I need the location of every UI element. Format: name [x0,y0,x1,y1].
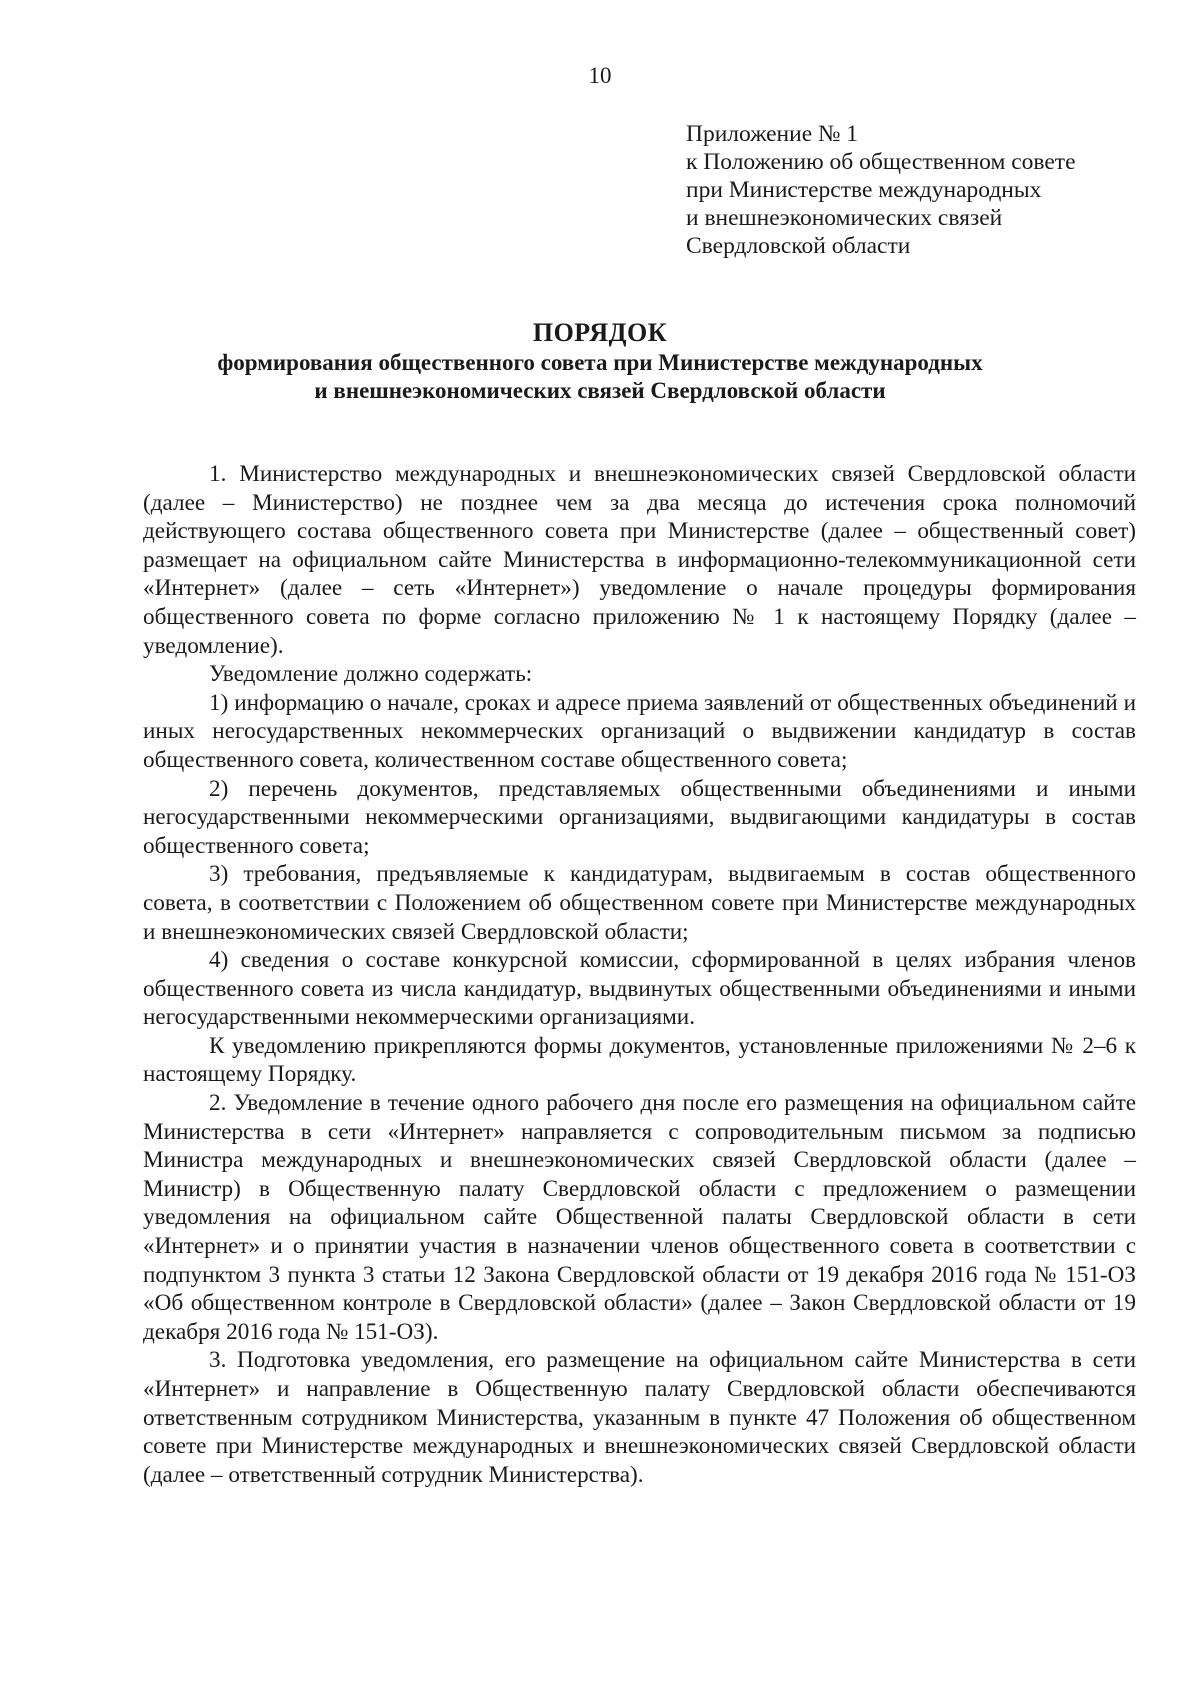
list-item-3: 3) требования, предъявляемые к кандидатурам, выдвигаемым в состав общественного совета, в соответствии с Положением об общественном совете при Министерстве международных и внешнеэкономических связей Свердловской области; [143,861,1136,945]
document-title: ПОРЯДОК [532,318,668,347]
list-item-4: 4) сведения о составе конкурсной комиссии, сформированной в целях избрания членов общественного совета из числа кандидатур, выдвинутых общественными объединениями и иными негосударственными некоммерческими организациями. [143,947,1136,1031]
annex-line: Приложение № 1 [686,121,859,147]
document-subtitle-line: формирования общественного совета при Министерстве международных [217,350,983,375]
paragraph-3: 3. Подготовка уведомления, его размещение на официальном сайте Министерства в сети «Интернет» и направление в Общественную палату Свердловской области обеспечиваются ответственным сотрудником Министерства, указанным в пункте 47 Положения об общественном совете при Министерстве международных и внешнеэкономических связей Свердловской области (далее – ответственный сотрудник Министерства). [143,1347,1136,1488]
list-item-1: 1) информацию о начале, сроках и адресе приема заявлений от общественных объединений и иных негосударственных некоммерческих организаций о выдвижении кандидатур в состав общественного совета, количественном составе общественного совета; [143,689,1136,773]
annex-line: к Положению об общественном совете [686,149,1076,175]
title-block [0,317,1200,405]
list-item-2: 2) перечень документов, представляемых общественными объединениями и иными негосударственными некоммерческими организациями, выдвигающими кандидатуры в состав общественного совета; [143,775,1136,859]
paragraph-attachments: К уведомлению прикрепляются формы документов, установленные приложениями № 2–6 к настоящему Порядку. [143,1032,1136,1088]
document-subtitle-line: и внешнеэкономических связей Свердловской области [314,378,886,403]
paragraph-2: 2. Уведомление в течение одного рабочего дня после его размещения на официальном сайте Министерства в сети «Интернет» направляется с сопроводительным письмом за подписью Министра международных и внешнеэкономических связей Свердловской области (далее – Министр) в Общественную палату Свердловской области с предложением о размещении уведомления на официальном сайте Общественной палаты Свердловской области в сети «Интернет» и о принятии участия в назначении членов общественного совета в соответствии с подпунктом 3 пункта 3 статьи 12 Закона Свердловской области от 19 декабря 2016 года № 151-ОЗ «Об общественном контроле в Свердловской области» (далее – Закон Свердловской области от 19 декабря 2016 года № 151-ОЗ). [143,1090,1136,1345]
paragraph-1: 1. Министерство международных и внешнеэкономических связей Свердловской области (далее – Министерство) не позднее чем за два месяца до истечения срока полномочий действующего состава общественного совета при Министерстве (далее – общественный совет) размещает на официальном сайте Министерства в информационно-телекоммуникационной сети «Интернет» (далее – сеть «Интернет») уведомление о начале процедуры формирования общественного совета по форме согласно приложению № 1 к настоящему Порядку (далее – уведомление). [143,461,1136,659]
document-body [143,460,1136,1489]
page-number: 10 [588,63,612,88]
annex-header [686,120,1166,260]
annex-line: Свердловской области [686,233,911,259]
paragraph-notice-contents: Уведомление должно содержать: [209,661,533,688]
annex-line: при Министерстве международных [686,177,1042,203]
annex-line: и внешнеэкономических связей [686,205,1003,231]
